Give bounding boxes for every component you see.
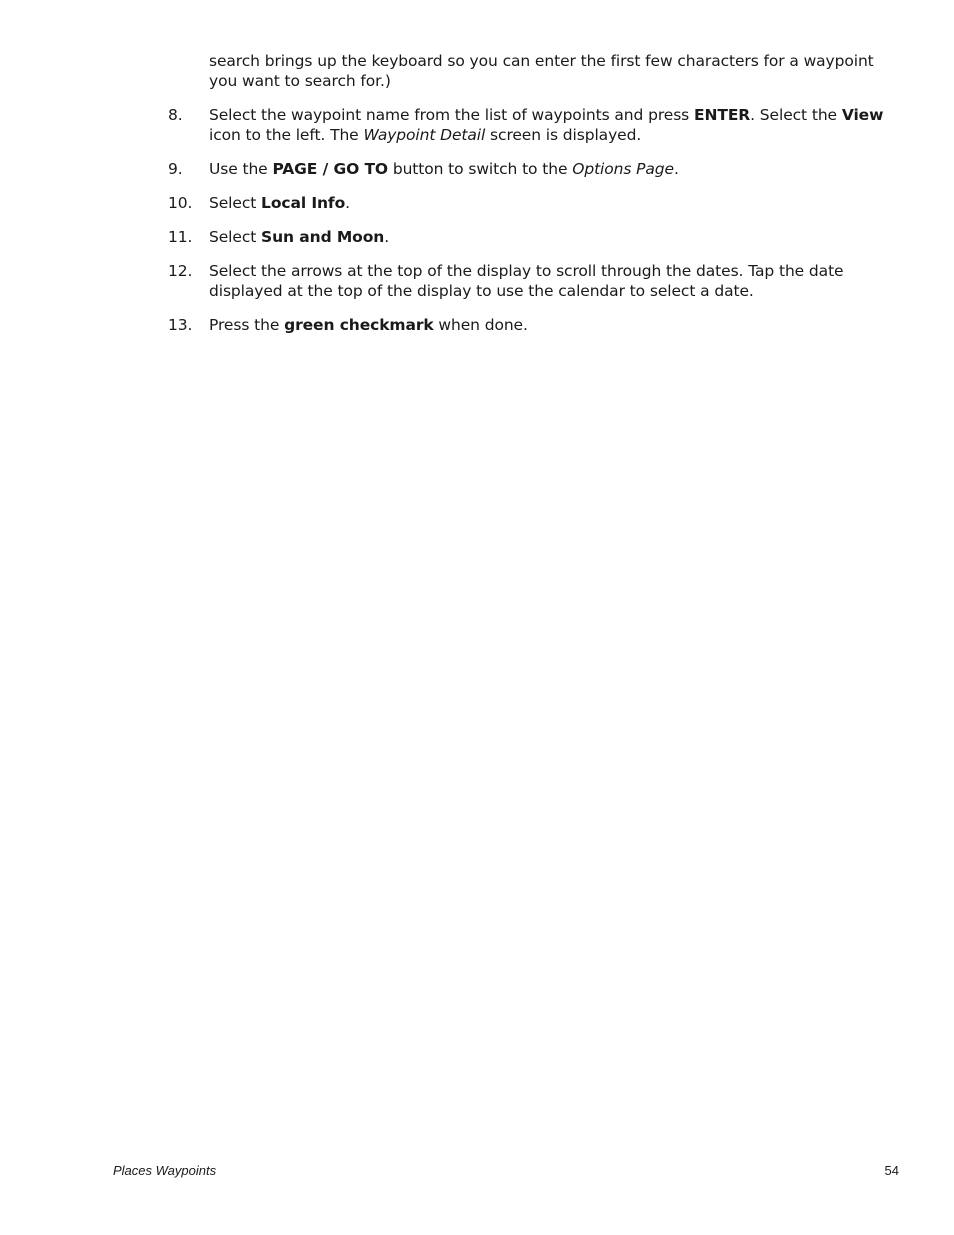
step-text: Use the	[209, 160, 273, 178]
step-item	[0, 227, 899, 247]
step-item	[0, 315, 899, 335]
step-text: . Select the	[750, 106, 842, 124]
step-bold-term: Local Info	[261, 194, 346, 212]
step-number: 12.	[168, 262, 193, 280]
step-bold-term: green checkmark	[284, 316, 434, 334]
step-item	[0, 159, 899, 179]
step-text: Select the waypoint name from the list of waypoints and press	[209, 106, 694, 124]
step-number: 10.	[168, 194, 193, 212]
step-bold-term: PAGE / GO TO	[272, 160, 388, 178]
step-text: .	[345, 194, 350, 212]
step-text: Press the	[209, 316, 285, 334]
footer-section-title: Places Waypoints	[113, 1163, 217, 1178]
step-text: icon to the left. The	[209, 126, 364, 144]
step-number: 13.	[168, 316, 193, 334]
step-item	[0, 105, 899, 145]
step-italic-term: Options Page	[572, 160, 674, 178]
continuation-paragraph: search brings up the keyboard so you can enter the first few characters for a waypoint you want to search for.)	[209, 52, 874, 90]
step-text: Select the arrows at the top of the display to scroll through the dates. Tap the date displayed at the top of the display to use the calendar to select a date.	[209, 262, 844, 300]
step-item	[0, 193, 899, 213]
step-text: Select	[209, 194, 262, 212]
step-text: screen is displayed.	[485, 126, 642, 144]
step-number: 11.	[168, 228, 193, 246]
step-text: .	[384, 228, 390, 246]
step-text: .	[674, 160, 679, 178]
step-item	[0, 261, 899, 301]
step-italic-term: Waypoint Detail	[363, 126, 486, 144]
step-bold-term: View	[841, 106, 884, 124]
step-number: 9.	[168, 160, 183, 178]
footer-page-number: 54	[884, 1163, 899, 1178]
step-text: Select	[209, 228, 262, 246]
step-bold-term: ENTER	[693, 106, 751, 124]
step-number: 8.	[168, 106, 183, 124]
step-text: button to switch to the	[388, 160, 573, 178]
step-text: when done.	[433, 316, 528, 334]
step-bold-term: Sun and Moon	[261, 228, 385, 246]
instruction-steps	[0, 105, 954, 349]
